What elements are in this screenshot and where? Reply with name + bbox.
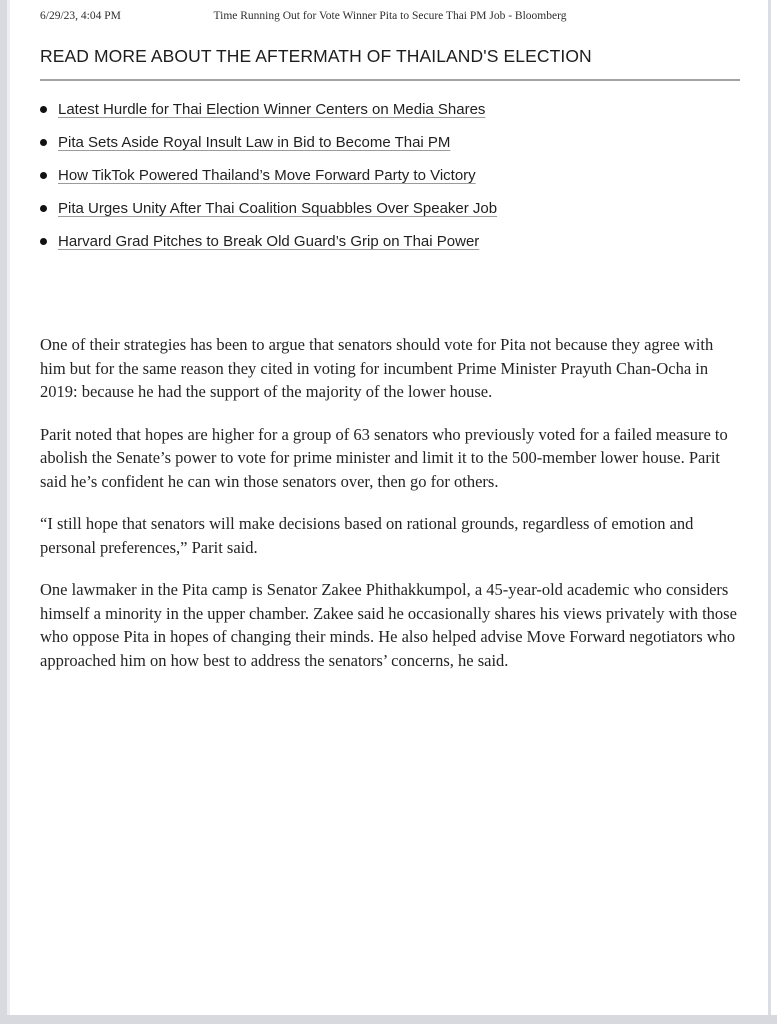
print-document-title: Time Running Out for Vote Winner Pita to Secure Thai PM Job - Bloomberg: [213, 10, 567, 22]
related-link[interactable]: Latest Hurdle for Thai Election Winner Centers on Media Shares: [58, 101, 486, 118]
article-paragraph: One of their strategies has been to argue that senators should vote for Pita not because they agree with him but for the same reason they cited in voting for incumbent Prime Minister Prayuth Chan-Ocha in 2019: because he had the support of the majority of the lower house.: [40, 335, 714, 401]
article-paragraph: “I still hope that senators will make decisions based on rational grounds, regardless of emotion and personal preferences,” Parit said.: [40, 514, 694, 557]
related-link[interactable]: Harvard Grad Pitches to Break Old Guard’s Grip on Thai Power: [58, 233, 480, 250]
bullet-icon: [40, 238, 47, 245]
related-link-item: [40, 100, 740, 119]
page-edge-bottom: [0, 1015, 777, 1024]
page-edge-left: [0, 0, 7, 1024]
article-paragraph: Parit noted that hopes are higher for a group of 63 senators who previously voted for a failed measure to abolish the Senate’s power to vote for prime minister and limit it to the 500-member lower house. Parit said he’s confident he can win those senators over, then go for others.: [40, 424, 728, 491]
related-link-item: [40, 166, 740, 185]
bullet-icon: [40, 205, 47, 212]
bullet-icon: [40, 139, 47, 146]
related-link-item: [40, 232, 740, 251]
related-link[interactable]: Pita Sets Aside Royal Insult Law in Bid to Become Thai PM: [58, 134, 451, 151]
related-link[interactable]: How TikTok Powered Thailand’s Move Forward Party to Victory: [58, 167, 476, 184]
bullet-icon: [40, 172, 47, 179]
bullet-icon: [40, 106, 47, 113]
related-link-item: [40, 133, 740, 152]
article-paragraph: One lawmaker in the Pita camp is Senator Zakee Phithakkumpol, a 45-year-old academic who considers himself a minority in the upper chamber. Zakee said he occasionally shares his views privately with those who oppose Pita in hopes of changing their minds. He also helped advise Move Forward negotiators who approached him on how best to address the senators’ concerns, he said.: [40, 580, 737, 670]
article-body: [40, 333, 740, 672]
print-header: [40, 10, 740, 25]
page-edge-right: [768, 0, 771, 1024]
print-timestamp: 6/29/23, 4:04 PM: [40, 10, 121, 22]
related-link-item: [40, 199, 740, 218]
page-edge-left-shade: [7, 0, 10, 1024]
read-more-heading: READ MORE ABOUT THE AFTERMATH OF THAILAND'S ELECTION: [40, 46, 592, 66]
related-link[interactable]: Pita Urges Unity After Thai Coalition Squabbles Over Speaker Job: [58, 200, 498, 217]
print-page: [40, 0, 740, 691]
heading-divider: [40, 79, 740, 81]
related-links-list: [40, 100, 740, 251]
